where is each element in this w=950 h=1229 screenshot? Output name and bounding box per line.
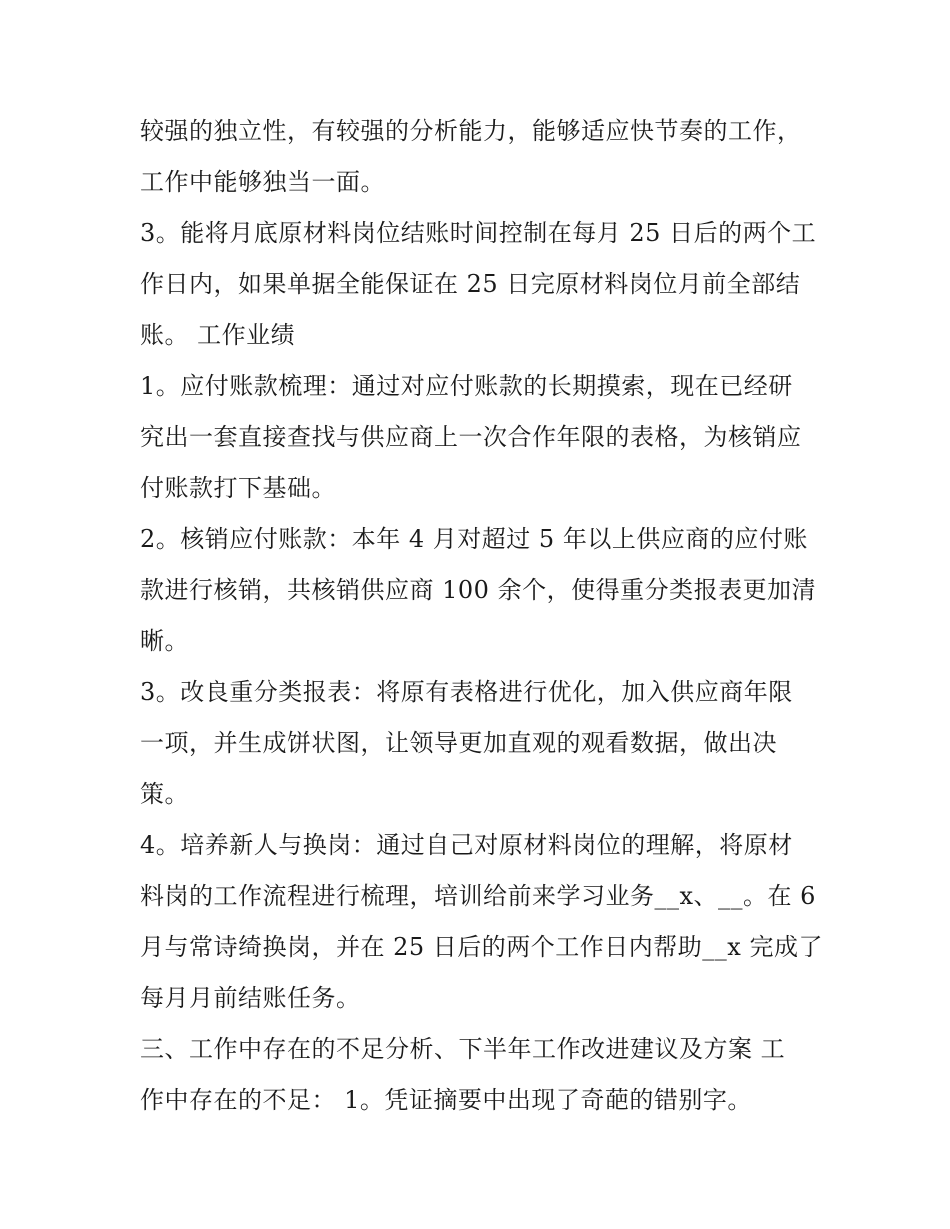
text-line: 策。: [140, 780, 189, 808]
text-line: 作日内，如果单据全能保证在 25 日完原材料岗位月前全部结: [140, 270, 801, 298]
text-line: 4。培养新人与换岗：通过自己对原材料岗位的理解，将原材: [140, 831, 793, 859]
text-line: 较强的独立性，有较强的分析能力，能够适应快节奏的工作，: [140, 117, 802, 145]
text-line: 1。应付账款梳理：通过对应付账款的长期摸索，现在已经研: [140, 372, 793, 400]
text-line: 究出一套直接查找与供应商上一次合作年限的表格，为核销应: [140, 423, 802, 451]
text-line: 月与常诗绮换岗，并在 25 日后的两个工作日内帮助__x 完成了: [140, 933, 823, 961]
text-line: 晰。: [140, 627, 189, 655]
text-line: 3。能将月底原材料岗位结账时间控制在每月 25 日后的两个工: [140, 219, 817, 247]
text-line: 3。改良重分类报表：将原有表格进行优化，加入供应商年限: [140, 678, 793, 706]
text-line: 2。核销应付账款：本年 4 月对超过 5 年以上供应商的应付账: [140, 525, 808, 553]
text-line: 工作中能够独当一面。: [140, 168, 385, 196]
text-line: 每月月前结账任务。: [140, 984, 361, 1012]
text-line: 料岗的工作流程进行梳理，培训给前来学习业务__x、__。在 6: [140, 882, 816, 910]
text-line: 一项，并生成饼状图，让领导更加直观的观看数据，做出决: [140, 729, 777, 757]
text-line: 三、工作中存在的不足分析、下半年工作改进建议及方案 工: [140, 1035, 786, 1063]
text-line: 款进行核销，共核销供应商 100 余个，使得重分类报表更加清: [140, 576, 817, 604]
text-line: 付账款打下基础。: [140, 474, 336, 502]
text-line: 账。 工作业绩: [140, 321, 296, 349]
text-line: 作中存在的不足： 1。凭证摘要中出现了奇葩的错别字。: [140, 1086, 752, 1114]
document-body: [140, 106, 823, 1126]
